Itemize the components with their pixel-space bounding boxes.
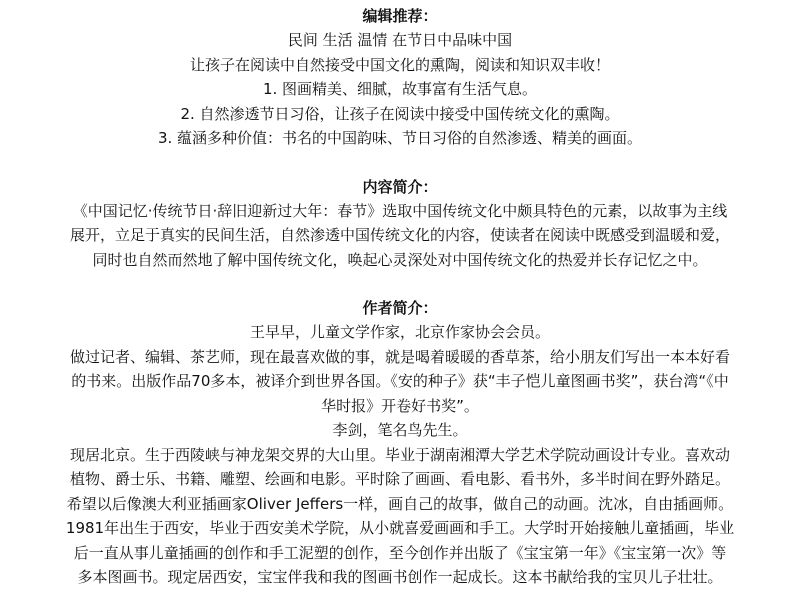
recommendation-point-1: 1. 图画精美、细腻，故事富有生活气息。	[262, 80, 538, 98]
section-spacer	[2, 151, 798, 175]
illustrator-bio-line: 现居北京。生于西陵峡与神龙架交界的大山里。毕业于湖南湘潭大学艺术学院动画设计专业。喜欢动	[69, 445, 730, 464]
author-wang-bio-line: 做过记者、编辑、茶艺师，现在最喜欢做的事，就是喝着暖暖的香草茶，给小朋友们写出一本本好看	[69, 347, 730, 366]
editor-recommendation-section	[2, 4, 798, 151]
content-summary-line: 同时也自然而然地了解中国传统文化，唤起心灵深处对中国传统文化的热爱并长存记忆之中。	[92, 250, 708, 269]
illustrator-bio-line: 希望以后像澳大利亚插画家Oliver Jeffers一样，画自己的故事，做自己的动画。沈冰，自由插画师。	[66, 494, 734, 513]
content-summary-heading: 内容简介：	[362, 177, 438, 196]
illustrator-bio-line: 植物、爵士乐、书籍、雕塑、绘画和电影。平时除了画画、看电影、看书外，多半时间在野外踏足。	[69, 470, 730, 488]
author-intro-section	[2, 296, 798, 590]
author-intro-heading: 作者简介：	[362, 299, 438, 317]
author-wang-bio-line: 的书来。出版作品70多本，被译介到世界各国。《安的种子》获“丰子恺儿童图画书奖”，获台湾“《中	[71, 372, 729, 390]
illustrator-li-intro: 李剑，笔名鸟先生。	[332, 421, 468, 439]
illustrator-bio-line: 1981年出生于西安，毕业于西安美术学院，从小就喜爱画画和手工。大学时开始接触儿童插画，毕业	[65, 519, 735, 537]
tagline: 民间 生活 温情 在节日中品味中国	[287, 31, 513, 49]
illustrator-bio-line: 后一直从事儿童插画的创作和手工泥塑的创作，至今创作并出版了《宝宝第一年》《宝宝第一次》等	[73, 543, 727, 562]
content-summary-section	[2, 175, 798, 273]
author-wang-bio-line: 华时报》开卷好书奖”。	[321, 396, 479, 415]
content-summary-line: 展开，立足于真实的民间生活，自然渗透中国传统文化的内容，使读者在阅读中既感受到温暖和爱，	[69, 226, 730, 244]
section-spacer	[2, 272, 798, 296]
editor-recommendation-heading: 编辑推荐：	[362, 7, 438, 25]
illustrator-bio-line: 多本图画书。现定居西安，宝宝伴我和我的图画书创作一起成长。这本书献给我的宝贝儿子壮壮。	[77, 568, 723, 586]
recommendation-point-2: 2. 自然渗透节日习俗，让孩子在阅读中接受中国传统文化的熏陶。	[180, 104, 620, 123]
reading-benefit-line: 让孩子在阅读中自然接受中国文化的熏陶，阅读和知识双丰收！	[189, 55, 610, 74]
recommendation-point-3: 3. 蕴涵多种价值：书名的中国韵味、节日习俗的自然渗透、精美的画面。	[157, 129, 643, 147]
author-wang-intro: 王早早，儿童文学作家，北京作家协会会员。	[249, 323, 550, 341]
content-summary-line: 《中国记忆·传统节日·辞旧迎新过大年：春节》选取中国传统文化中颇具特色的元素，以故事为主线	[72, 201, 728, 220]
